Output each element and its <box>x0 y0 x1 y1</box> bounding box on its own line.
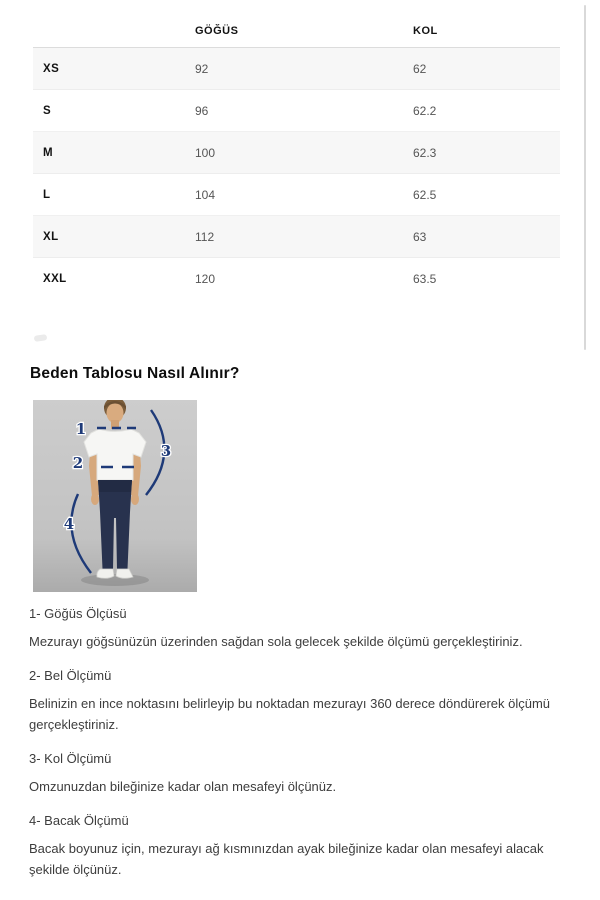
chest-value: 100 <box>195 145 216 160</box>
marker-2: 2 <box>72 454 84 472</box>
size-label: XS <box>43 62 60 75</box>
instruction-body: Belinizin en ince noktasını belirleyip bu noktadan mezurayı 360 derece döndürerek ölçümü gerçekleştiriniz. <box>29 696 551 732</box>
instruction-waist <box>29 665 577 735</box>
sleeve-value: 63.5 <box>413 272 437 286</box>
table-row <box>33 174 560 216</box>
sleeve-column-header: KOL <box>413 25 438 37</box>
chest-column-header: GÖĞÜS <box>195 25 239 37</box>
chest-value: 96 <box>195 103 209 118</box>
table-row <box>33 132 560 174</box>
instruction-title: 1- Göğüs Ölçüsü <box>29 606 127 621</box>
sleeve-value: 63 <box>413 229 427 244</box>
model-photo <box>33 400 197 592</box>
size-label: XXL <box>43 273 67 285</box>
sleeve-value: 62.5 <box>413 187 437 202</box>
size-label: XL <box>43 230 59 243</box>
instruction-arm <box>29 748 577 797</box>
chest-value: 112 <box>195 229 215 244</box>
scrollbar[interactable] <box>584 5 586 350</box>
size-label: M <box>43 146 53 159</box>
instruction-chest <box>29 603 577 652</box>
size-table-header <box>33 15 560 48</box>
instruction-title: 2- Bel Ölçümü <box>29 668 112 683</box>
table-row <box>33 216 560 258</box>
sleeve-value: 62 <box>413 61 427 76</box>
instruction-title: 3- Kol Ölçümü <box>29 751 112 766</box>
chest-value: 120 <box>195 272 216 286</box>
size-label: S <box>43 104 52 117</box>
sleeve-value: 62.2 <box>413 103 437 118</box>
floor-shadow <box>81 574 149 586</box>
size-table <box>33 15 560 300</box>
smudge-artifact <box>34 334 48 342</box>
marker-3: 3 <box>160 442 172 460</box>
instruction-title: 4- Bacak Ölçümü <box>29 813 129 828</box>
chest-value: 104 <box>195 187 216 202</box>
size-label: L <box>43 188 51 201</box>
table-row <box>33 90 560 132</box>
marker-1: 1 <box>75 420 87 438</box>
chest-value: 92 <box>195 61 209 76</box>
instruction-body: Mezurayı göğsünüzün üzerinden sağdan sola gelecek şekilde ölçümü gerçekleştiriniz. <box>29 634 523 649</box>
instruction-body: Bacak boyunuz için, mezurayı ağ kısmınızdan ayak bileğinize kadar olan mesafeyi alacak şekilde ölçünüz. <box>29 841 544 877</box>
table-row <box>33 258 560 300</box>
sleeve-value: 62.3 <box>413 145 437 160</box>
how-to-heading: Beden Tablosu Nasıl Alınır? <box>30 365 240 382</box>
table-row <box>33 48 560 90</box>
measurement-figure <box>33 400 197 592</box>
instruction-leg <box>29 810 577 880</box>
instructions <box>29 603 577 893</box>
marker-4: 4 <box>63 515 75 533</box>
instruction-body: Omzunuzdan bileğinize kadar olan mesafeyi ölçünüz. <box>29 779 337 794</box>
